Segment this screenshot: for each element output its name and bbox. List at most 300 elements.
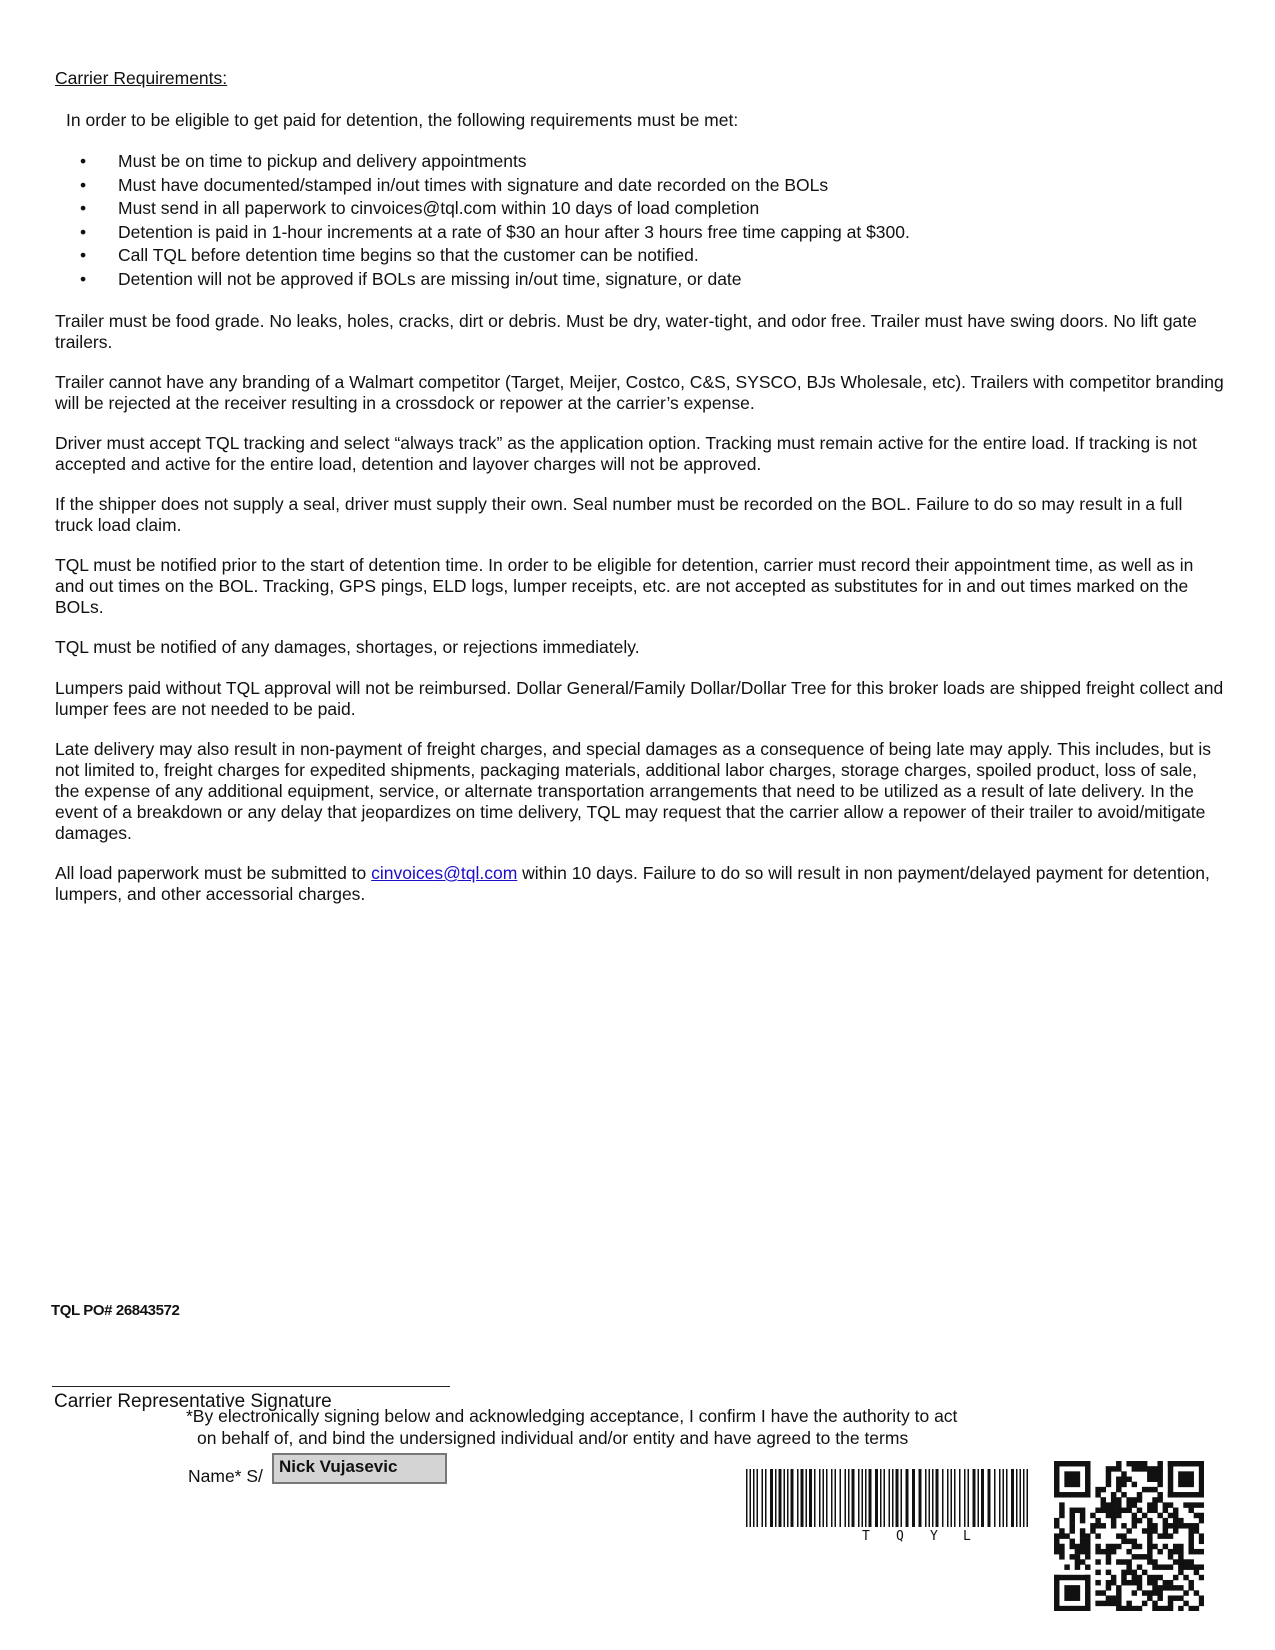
barcode-bar: [823, 1469, 825, 1527]
qr-finder: [1199, 1461, 1204, 1498]
barcode-bar: [869, 1469, 872, 1527]
qr-module: [1116, 1585, 1121, 1590]
barcode-bar: [1006, 1469, 1008, 1527]
qr-module: [1080, 1528, 1085, 1533]
qr-module: [1147, 1575, 1152, 1580]
name-field[interactable]: Nick Vujasevic: [272, 1453, 447, 1484]
barcode-bar: [951, 1469, 953, 1527]
paragraph-lumpers: Lumpers paid without TQL approval will not be reimbursed. Dollar General/Family Dollar/Dollar Tree for this broker loads are shipped freight collect and lumper fees are not needed to be paid.: [55, 678, 1224, 719]
barcode-bar: [942, 1469, 944, 1527]
qr-module: [1090, 1513, 1095, 1518]
qr-module: [1085, 1549, 1090, 1554]
qr-module: [1142, 1554, 1147, 1559]
qr-module: [1173, 1549, 1178, 1554]
qr-module: [1168, 1533, 1173, 1538]
barcode-bar: [880, 1469, 882, 1527]
qr-module: [1106, 1580, 1111, 1585]
signature-label: Carrier Representative Signature: [54, 1391, 332, 1412]
qr-module: [1132, 1606, 1137, 1611]
qr-module: [1163, 1528, 1168, 1533]
qr-module: [1121, 1533, 1126, 1538]
qr-module: [1132, 1523, 1137, 1528]
qr-module: [1152, 1471, 1157, 1476]
qr-module: [1137, 1497, 1142, 1502]
qr-module: [1188, 1559, 1193, 1564]
qr-module: [1152, 1544, 1157, 1549]
qr-module: [1137, 1564, 1142, 1569]
qr-module: [1152, 1487, 1157, 1492]
qr-module: [1116, 1590, 1121, 1595]
qr-module: [1111, 1601, 1116, 1606]
qr-module: [1111, 1492, 1116, 1497]
qr-module: [1199, 1601, 1204, 1606]
qr-module: [1147, 1523, 1152, 1528]
qr-module: [1137, 1544, 1142, 1549]
qr-module: [1070, 1539, 1075, 1544]
qr-module: [1137, 1580, 1142, 1585]
qr-module: [1070, 1513, 1075, 1518]
qr-module: [1178, 1544, 1183, 1549]
qr-module: [1168, 1549, 1173, 1554]
qr-module: [1132, 1544, 1137, 1549]
qr-module: [1106, 1513, 1111, 1518]
qr-module: [1137, 1508, 1142, 1513]
barcode-letter: T: [862, 1529, 870, 1544]
paragraph-late-delivery: Late delivery may also result in non-payment of freight charges, and special damages as a consequence of being late may apply. This includes, but is not limited to, freight charges for expedited shipments, packaging materials, additional labor charges, storage charges, spoiled product, loss of sale, the expense of any additional equipment, service, or alternate transportation arrangements that need to be utilized as a result of late delivery. In the event of a breakdown or any delay that jeopardizes on time delivery, TQL may request that the carrier allow a repower of their trailer to avoid/mitigate damages.: [55, 739, 1211, 843]
barcode-bar: [753, 1469, 755, 1527]
qr-module: [1178, 1570, 1183, 1575]
qr-module: [1142, 1590, 1147, 1595]
qr-module: [1101, 1549, 1106, 1554]
list-item: • Must be on time to pickup and delivery appointments: [80, 150, 910, 174]
qr-finder: [1168, 1461, 1173, 1498]
qr-module: [1157, 1492, 1162, 1497]
qr-module: [1147, 1549, 1152, 1554]
qr-module: [1116, 1533, 1121, 1538]
barcode-bar: [959, 1469, 961, 1527]
qr-module: [1188, 1549, 1193, 1554]
qr-module: [1137, 1606, 1142, 1611]
qr-module: [1163, 1580, 1168, 1585]
qr-module: [1178, 1518, 1183, 1523]
qr-module: [1157, 1497, 1162, 1502]
qr-module: [1188, 1606, 1193, 1611]
qr-module: [1132, 1513, 1137, 1518]
qr-finder: [1054, 1575, 1091, 1580]
qr-module: [1147, 1590, 1152, 1595]
qr-module: [1168, 1580, 1173, 1585]
qr-module: [1157, 1533, 1162, 1538]
qr-module: [1132, 1518, 1137, 1523]
qr-module: [1121, 1492, 1126, 1497]
name-label: Name* S/: [188, 1466, 263, 1486]
barcode-bar: [936, 1469, 939, 1527]
qr-module: [1095, 1580, 1100, 1585]
barcode-bar: [809, 1469, 812, 1527]
qr-module: [1121, 1482, 1126, 1487]
qr-module: [1199, 1595, 1204, 1600]
qr-module: [1101, 1502, 1106, 1507]
qr-module: [1199, 1575, 1204, 1580]
barcode-bar: [912, 1469, 915, 1527]
barcode-bar: [947, 1469, 949, 1527]
qr-module: [1054, 1533, 1059, 1538]
qr-module: [1121, 1606, 1126, 1611]
qr-module: [1157, 1549, 1162, 1554]
qr-module: [1080, 1559, 1085, 1564]
qr-module: [1116, 1482, 1121, 1487]
barcode-bar: [762, 1469, 764, 1527]
qr-module: [1152, 1528, 1157, 1533]
barcode-bar: [787, 1469, 789, 1527]
list-item: • Detention will not be approved if BOLs are missing in/out time, signature, or date: [80, 268, 910, 292]
qr-module: [1194, 1502, 1199, 1507]
qr-module: [1070, 1528, 1075, 1533]
barcode-bar: [775, 1469, 777, 1527]
qr-module: [1106, 1559, 1111, 1564]
qr-module: [1137, 1554, 1142, 1559]
qr-finder: [1064, 1585, 1080, 1601]
qr-module: [1132, 1570, 1137, 1575]
qr-module: [1183, 1575, 1188, 1580]
barcode-bar: [845, 1469, 847, 1527]
paperwork-text-before: All load paperwork must be submitted to: [55, 863, 372, 883]
qr-module: [1085, 1564, 1090, 1569]
qr-module: [1054, 1539, 1059, 1544]
qr-module: [1064, 1564, 1069, 1569]
qr-module: [1075, 1554, 1080, 1559]
qr-module: [1132, 1580, 1137, 1585]
qr-module: [1116, 1508, 1121, 1513]
qr-module: [1188, 1533, 1193, 1538]
qr-module: [1101, 1590, 1106, 1595]
qr-module: [1132, 1539, 1137, 1544]
barcode-bar: [925, 1469, 927, 1527]
barcode-letter: Y: [930, 1529, 938, 1544]
qr-module: [1132, 1497, 1137, 1502]
barcode-bar: [801, 1469, 804, 1527]
qr-module: [1126, 1497, 1131, 1502]
barcode-bar: [988, 1469, 991, 1527]
qr-module: [1147, 1559, 1152, 1564]
qr-module: [1059, 1502, 1064, 1507]
qr-module: [1157, 1595, 1162, 1600]
qr-module: [1168, 1513, 1173, 1518]
qr-module: [1142, 1461, 1147, 1466]
qr-module: [1106, 1549, 1111, 1554]
qr-module: [1111, 1497, 1116, 1502]
qr-module: [1095, 1518, 1100, 1523]
qr-module: [1142, 1466, 1147, 1471]
qr-module: [1106, 1477, 1111, 1482]
qr-module: [1157, 1575, 1162, 1580]
barcode-bar: [1020, 1469, 1022, 1527]
qr-module: [1085, 1539, 1090, 1544]
qr-module: [1147, 1544, 1152, 1549]
paragraph-tracking: Driver must accept TQL tracking and select “always track” as the application option. Tracking must remain active for the entire load. If tracking is not accepted and active for the entire load, detention and layover charges will not be approved.: [55, 433, 1197, 474]
qr-module: [1090, 1523, 1095, 1528]
qr-module: [1095, 1508, 1100, 1513]
qr-module: [1106, 1466, 1111, 1471]
qr-module: [1157, 1513, 1162, 1518]
qr-module: [1106, 1508, 1111, 1513]
qr-module: [1188, 1585, 1193, 1590]
qr-module: [1152, 1601, 1157, 1606]
qr-module: [1147, 1539, 1152, 1544]
qr-module: [1173, 1595, 1178, 1600]
qr-module: [1147, 1518, 1152, 1523]
qr-module: [1194, 1549, 1199, 1554]
qr-module: [1090, 1528, 1095, 1533]
qr-module: [1147, 1580, 1152, 1585]
barcode-bar: [1027, 1469, 1029, 1527]
qr-module: [1147, 1528, 1152, 1533]
barcode-bar: [906, 1469, 909, 1527]
barcode-bar: [826, 1469, 828, 1527]
barcode-bar: [1023, 1469, 1025, 1527]
qr-module: [1126, 1606, 1131, 1611]
qr-module: [1188, 1580, 1193, 1585]
qr-module: [1194, 1523, 1199, 1528]
qr-module: [1147, 1554, 1152, 1559]
barcode-bar: [889, 1469, 891, 1527]
qr-module: [1070, 1523, 1075, 1528]
qr-finder: [1054, 1461, 1091, 1466]
qr-module: [1075, 1508, 1080, 1513]
qr-code: [1054, 1461, 1204, 1611]
qr-module: [1064, 1533, 1069, 1538]
qr-module: [1152, 1590, 1157, 1595]
qr-module: [1188, 1539, 1193, 1544]
qr-module: [1080, 1549, 1085, 1554]
qr-module: [1121, 1477, 1126, 1482]
qr-module: [1178, 1549, 1183, 1554]
qr-module: [1054, 1518, 1059, 1523]
qr-module: [1163, 1585, 1168, 1590]
barcode-bar: [819, 1469, 821, 1527]
qr-module: [1147, 1487, 1152, 1492]
qr-module: [1121, 1570, 1126, 1575]
qr-module: [1188, 1502, 1193, 1507]
paragraph-branding: Trailer cannot have any branding of a Walmart competitor (Target, Meijer, Costco, C&S, SYSCO, BJs Wholesale, etc). Trailers with competitor branding will be rejected at the receiver resulting in a crossdock or repower at the carrier’s expense.: [55, 372, 1224, 413]
qr-module: [1106, 1471, 1111, 1476]
qr-module: [1101, 1508, 1106, 1513]
signature-line: [52, 1386, 450, 1387]
qr-module: [1121, 1523, 1126, 1528]
qr-module: [1137, 1461, 1142, 1466]
qr-module: [1116, 1461, 1121, 1466]
list-item: • Must send in all paperwork to cinvoices@tql.com within 10 days of load completion: [80, 197, 910, 221]
barcode-bar: [852, 1469, 855, 1527]
qr-module: [1157, 1461, 1162, 1466]
qr-module: [1137, 1575, 1142, 1580]
barcode-bar: [784, 1469, 786, 1527]
qr-module: [1173, 1528, 1178, 1533]
qr-module: [1106, 1502, 1111, 1507]
qr-module: [1152, 1508, 1157, 1513]
qr-module: [1095, 1544, 1100, 1549]
qr-module: [1095, 1570, 1100, 1575]
barcode-bar: [892, 1469, 894, 1527]
qr-module: [1152, 1523, 1157, 1528]
qr-module: [1199, 1518, 1204, 1523]
qr-module: [1132, 1502, 1137, 1507]
barcode-bar: [1016, 1469, 1018, 1527]
qr-module: [1116, 1513, 1121, 1518]
qr-module: [1126, 1461, 1131, 1466]
qr-module: [1142, 1570, 1147, 1575]
list-item: • Call TQL before detention time begins so that the customer can be notified.: [80, 244, 910, 268]
qr-module: [1132, 1466, 1137, 1471]
qr-module: [1095, 1523, 1100, 1528]
qr-module: [1116, 1606, 1121, 1611]
qr-module: [1152, 1580, 1157, 1585]
qr-module: [1070, 1554, 1075, 1559]
barcode: [744, 1469, 1034, 1527]
qr-finder: [1054, 1606, 1091, 1611]
qr-module: [1085, 1544, 1090, 1549]
qr-module: [1194, 1590, 1199, 1595]
qr-module: [1111, 1518, 1116, 1523]
barcode-bar: [865, 1469, 867, 1527]
qr-module: [1178, 1559, 1183, 1564]
qr-module: [1054, 1544, 1059, 1549]
qr-module: [1183, 1564, 1188, 1569]
qr-module: [1095, 1492, 1100, 1497]
qr-module: [1157, 1471, 1162, 1476]
barcode-bar: [1011, 1469, 1014, 1527]
qr-module: [1152, 1606, 1157, 1611]
barcode-bar: [835, 1469, 837, 1527]
barcode-bar: [831, 1469, 833, 1527]
qr-module: [1126, 1549, 1131, 1554]
qr-module: [1095, 1559, 1100, 1564]
barcode-bar: [779, 1469, 782, 1527]
paragraph-paperwork: [55, 863, 1225, 905]
qr-module: [1152, 1477, 1157, 1482]
qr-module: [1054, 1549, 1059, 1554]
qr-module: [1059, 1549, 1064, 1554]
barcode-bar: [840, 1469, 842, 1527]
barcode-bar: [757, 1469, 759, 1527]
qr-module: [1075, 1559, 1080, 1564]
qr-module: [1168, 1595, 1173, 1600]
section-heading: Carrier Requirements:: [55, 68, 228, 88]
email-link[interactable]: cinvoices@tql.com: [371, 863, 518, 883]
barcode-bar: [797, 1469, 799, 1527]
paragraph-trailer-grade: Trailer must be food grade. No leaks, holes, cracks, dirt or debris. Must be dry, water-tight, and odor free. Trailer must have swing doors. No lift gate trailers.: [55, 311, 1197, 352]
qr-module: [1173, 1544, 1178, 1549]
qr-module: [1188, 1528, 1193, 1533]
qr-module: [1080, 1513, 1085, 1518]
qr-module: [1173, 1523, 1178, 1528]
qr-module: [1163, 1606, 1168, 1611]
qr-module: [1173, 1585, 1178, 1590]
qr-module: [1121, 1508, 1126, 1513]
qr-module: [1157, 1590, 1162, 1595]
qr-module: [1178, 1564, 1183, 1569]
qr-module: [1106, 1595, 1111, 1600]
qr-module: [1095, 1590, 1100, 1595]
barcode-bar: [896, 1469, 899, 1527]
qr-module: [1101, 1601, 1106, 1606]
qr-module: [1132, 1482, 1137, 1487]
acknowledgement-line-2: on behalf of, and bind the undersigned individual and/or entity and have agreed to the terms: [197, 1428, 909, 1448]
qr-module: [1059, 1528, 1064, 1533]
qr-module: [1157, 1482, 1162, 1487]
barcode-bar: [765, 1469, 767, 1527]
qr-module: [1152, 1497, 1157, 1502]
qr-module: [1142, 1513, 1147, 1518]
qr-module: [1106, 1544, 1111, 1549]
qr-module: [1085, 1554, 1090, 1559]
qr-module: [1059, 1544, 1064, 1549]
qr-module: [1183, 1559, 1188, 1564]
qr-module: [1095, 1487, 1100, 1492]
qr-module: [1168, 1601, 1173, 1606]
qr-module: [1157, 1477, 1162, 1482]
qr-module: [1132, 1590, 1137, 1595]
qr-module: [1137, 1585, 1142, 1590]
qr-module: [1173, 1559, 1178, 1564]
barcode-bar: [746, 1469, 748, 1527]
qr-module: [1106, 1482, 1111, 1487]
qr-module: [1183, 1502, 1188, 1507]
qr-module: [1116, 1601, 1121, 1606]
qr-module: [1137, 1518, 1142, 1523]
qr-finder: [1054, 1492, 1091, 1497]
qr-module: [1157, 1466, 1162, 1471]
qr-module: [1188, 1523, 1193, 1528]
barcode-bar: [973, 1469, 976, 1527]
qr-module: [1199, 1513, 1204, 1518]
qr-module: [1194, 1606, 1199, 1611]
barcode-bar: [862, 1469, 864, 1527]
qr-module: [1199, 1502, 1204, 1507]
barcode-bar: [901, 1469, 903, 1527]
qr-module: [1116, 1502, 1121, 1507]
qr-module: [1121, 1575, 1126, 1580]
barcode-bar: [968, 1469, 970, 1527]
qr-module: [1116, 1487, 1121, 1492]
qr-module: [1178, 1585, 1183, 1590]
barcode-bar: [814, 1469, 816, 1527]
qr-module: [1075, 1549, 1080, 1554]
qr-module: [1152, 1559, 1157, 1564]
qr-module: [1199, 1539, 1204, 1544]
qr-module: [1178, 1523, 1183, 1528]
qr-module: [1152, 1585, 1157, 1590]
qr-module: [1111, 1508, 1116, 1513]
qr-module: [1111, 1580, 1116, 1585]
barcode-bar: [994, 1469, 996, 1527]
qr-module: [1111, 1549, 1116, 1554]
qr-module: [1163, 1533, 1168, 1538]
barcode-bar: [884, 1469, 886, 1527]
qr-module: [1147, 1477, 1152, 1482]
qr-module: [1168, 1585, 1173, 1590]
qr-finder: [1085, 1575, 1090, 1611]
qr-module: [1199, 1564, 1204, 1569]
barcode-bar: [1003, 1469, 1005, 1527]
barcode-bar: [791, 1469, 794, 1527]
qr-module: [1173, 1508, 1178, 1513]
qr-module: [1178, 1595, 1183, 1600]
qr-module: [1168, 1564, 1173, 1569]
qr-module: [1054, 1523, 1059, 1528]
qr-module: [1080, 1533, 1085, 1538]
qr-finder: [1064, 1471, 1080, 1487]
